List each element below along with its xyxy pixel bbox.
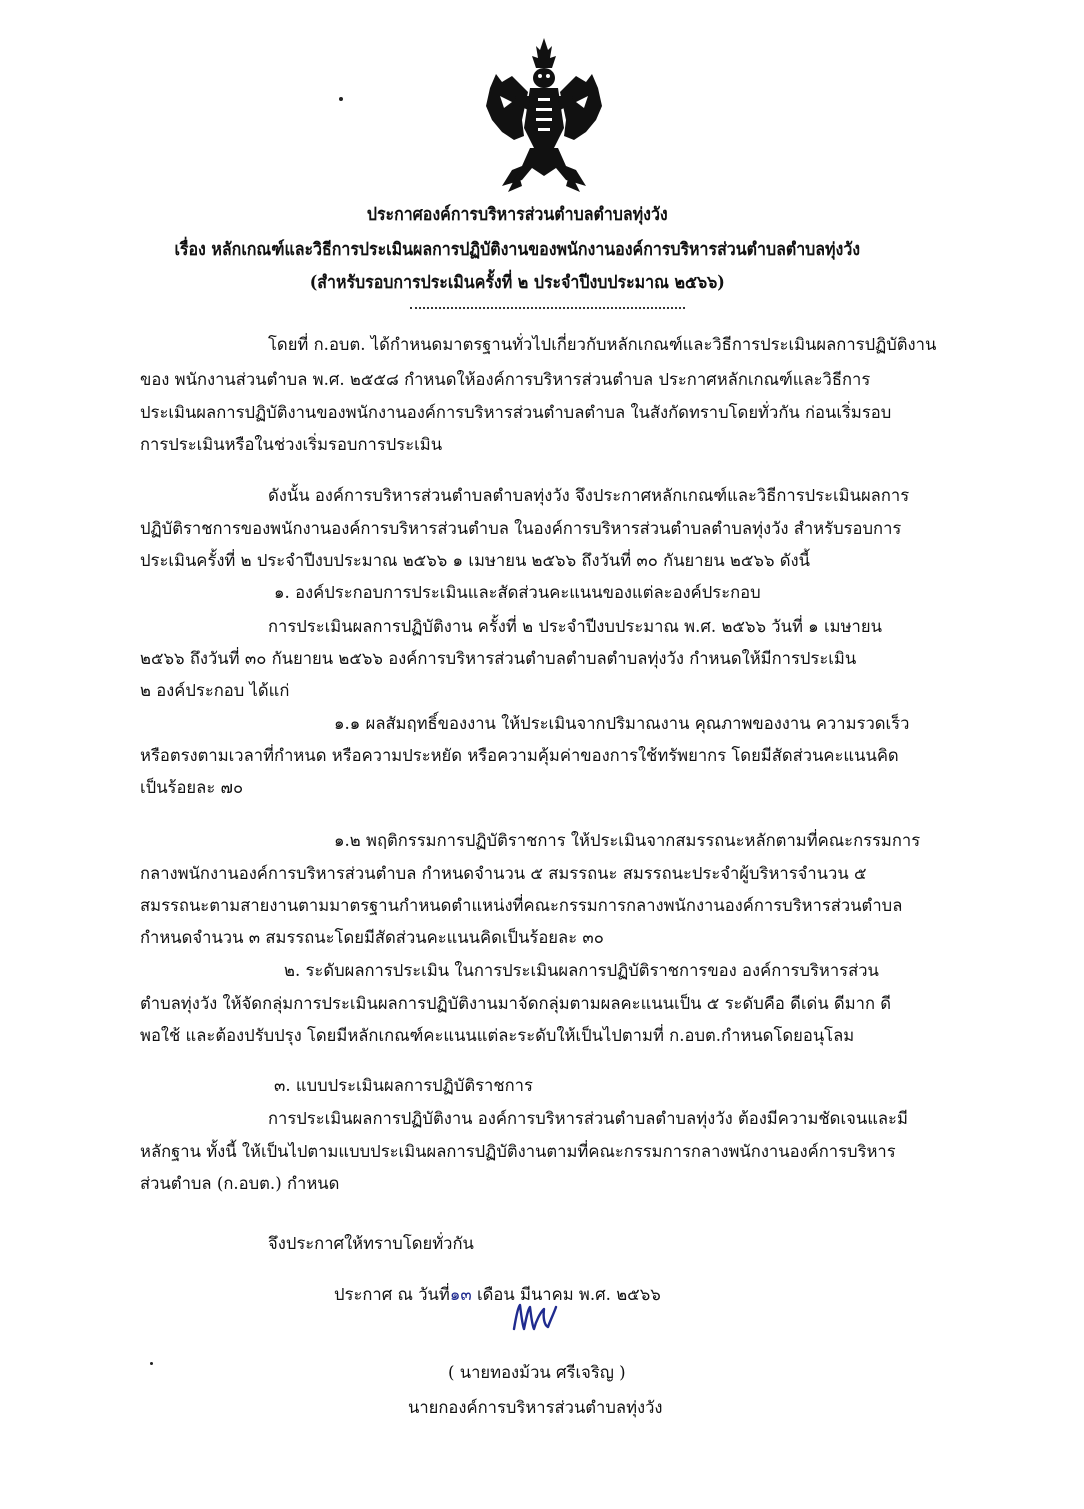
paragraph-line: การประเมินผลการปฏิบัติงาน ครั้งที่ ๒ ประจำปีงบประมาณ พ.ศ. ๒๕๖๖ วันที่ ๑ เมษายน [268, 617, 882, 636]
announcement-date [334, 1284, 661, 1306]
paragraph-line: ๒๕๖๖ ถึงวันที่ ๓๐ กันยายน ๒๕๖๖ องค์การบริหารส่วนตำบลตำบลตำบลทุ่งวัง กำหนดให้มีการประเมิน [140, 649, 857, 668]
paragraph-line: หลักฐาน ทั้งนี้ ให้เป็นไปตามแบบประเมินผลการปฏิบัติงานตามที่คณะกรรมการกลางพนักงานองค์การบริหาร [140, 1142, 896, 1161]
paragraph-line: ดังนั้น องค์การบริหารส่วนตำบลตำบลทุ่งวัง จึงประกาศหลักเกณฑ์และวิธีการประเมินผลการ [268, 486, 910, 505]
paragraph-line: กลางพนักงานองค์การบริหารส่วนตำบล กำหนดจำนวน ๕ สมรรถนะ สมรรถนะประจำผู้บริหารจำนวน ๕ [140, 864, 867, 883]
paragraph-line: เป็นร้อยละ ๗๐ [140, 778, 244, 797]
announcement-round: (สำหรับรอบการประเมินครั้งที่ ๒ ประจำปีงบประมาณ ๒๕๖๖) [309, 273, 725, 293]
date-prefix: ประกาศ ณ วันที่ [334, 1285, 450, 1304]
paragraph-line: ๑.๒ พฤติกรรมการปฏิบัติราชการ ให้ประเมินจากสมรรถนะหลักตามที่คณะกรรมการ [334, 831, 921, 850]
date-day: ๑๓ [449, 1285, 472, 1304]
paragraph-line: หรือตรงตามเวลาที่กำหนด หรือความประหยัด หรือความคุ้มค่าของการใช้ทรัพยากร โดยมีสัดส่วนคะแนนคิด [140, 746, 899, 765]
date-suffix: เดือน มีนาคม พ.ศ. ๒๕๖๖ [471, 1285, 661, 1304]
paragraph-line: โดยที่ ก.อบต. ได้กำหนดมาตรฐานทั่วไปเกี่ยวกับหลักเกณฑ์และวิธีการประเมินผลการปฏิบัติงาน [268, 335, 937, 354]
paragraph-line: พอใช้ และต้องปรับปรุง โดยมีหลักเกณฑ์คะแนนแต่ละระดับให้เป็นไปตามที่ ก.อบต.กำหนดโดยอนุโลม [140, 1026, 855, 1045]
paragraph-line: ของ พนักงานส่วนตำบล พ.ศ. ๒๕๕๘ กำหนดให้องค์การบริหารส่วนตำบล ประกาศหลักเกณฑ์และวิธีการ [140, 370, 871, 389]
signer-name: ( นายทองม้วน ศรีเจริญ ) [448, 1363, 626, 1382]
section-heading: ๓. แบบประเมินผลการปฏิบัติราชการ [274, 1076, 533, 1095]
speck-mark [150, 1362, 153, 1365]
handwritten-signature-icon [510, 1299, 560, 1337]
garuda-emblem-icon [482, 36, 607, 194]
announcement-title: ประกาศองค์การบริหารส่วนตำบลตำบลทุ่งวัง [366, 205, 668, 225]
paragraph-line: การประเมินผลการปฏิบัติงาน องค์การบริหารส่วนตำบลตำบลทุ่งวัง ต้องมีความชัดเจนและมี [268, 1109, 908, 1128]
paragraph-line: ตำบลทุ่งวัง ให้จัดกลุ่มการประเมินผลการปฏิบัติงานมาจัดกลุ่มตามผลคะแนนเป็น ๕ ระดับคือ ดีเด่น ดีมาก ดี [140, 994, 892, 1013]
paragraph-line: ประเมินผลการปฏิบัติงานของพนักงานองค์การบริหารส่วนตำบลตำบล ในสังกัดทราบโดยทั่วกัน ก่อนเริ่มรอบ [140, 403, 892, 422]
heading-divider [410, 307, 685, 309]
closing-announce: จึงประกาศให้ทราบโดยทั่วกัน [268, 1234, 474, 1253]
paragraph-line: ๒ องค์ประกอบ ได้แก่ [140, 681, 290, 700]
paragraph-line: การประเมินหรือในช่วงเริ่มรอบการประเมิน [140, 435, 443, 454]
paragraph-line: ๑.๑ ผลสัมฤทธิ์ของงาน ให้ประเมินจากปริมาณงาน คุณภาพของงาน ความรวดเร็ว [334, 714, 910, 733]
announcement-subject: เรื่อง หลักเกณฑ์และวิธีการประเมินผลการปฏิบัติงานของพนักงานองค์การบริหารส่วนตำบลตำบลทุ่งวัง [174, 240, 861, 260]
paragraph-line: กำหนดจำนวน ๓ สมรรถนะโดยมีสัดส่วนคะแนนคิดเป็นร้อยละ ๓๐ [140, 928, 604, 947]
paragraph-line: ประเมินครั้งที่ ๒ ประจำปีงบประมาณ ๒๕๖๖ ๑ เมษายน ๒๕๖๖ ถึงวันที่ ๓๐ กันยายน ๒๕๖๖ ดังนี้ [140, 551, 810, 570]
paragraph-line: ปฏิบัติราชการของพนักงานองค์การบริหารส่วนตำบล ในองค์การบริหารส่วนตำบลตำบลทุ่งวัง สำหรับรอบการ [140, 519, 902, 538]
paragraph-line: สมรรถนะตามสายงานตามมาตรฐานกำหนดตำแหน่งที่คณะกรรมการกลางพนักงานองค์การบริหารส่วนตำบล [140, 896, 903, 915]
paragraph-line: ๒. ระดับผลการประเมิน ในการประเมินผลการปฏิบัติราชการของ องค์การบริหารส่วน [284, 961, 879, 980]
paragraph-line: ส่วนตำบล (ก.อบต.) กำหนด [140, 1174, 340, 1193]
section-heading: ๑. องค์ประกอบการประเมินและสัดส่วนคะแนนของแต่ละองค์ประกอบ [274, 583, 761, 602]
speck-mark [339, 97, 343, 101]
signer-position: นายกองค์การบริหารส่วนตำบลทุ่งวัง [408, 1398, 663, 1417]
